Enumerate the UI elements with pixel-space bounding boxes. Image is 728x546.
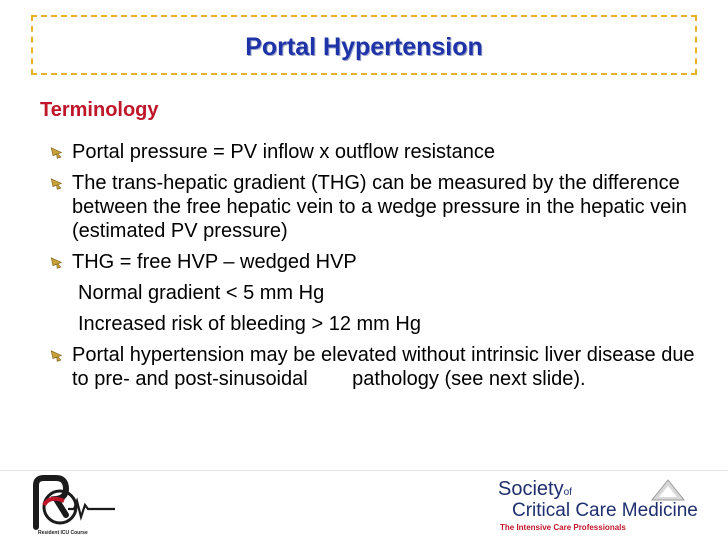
logo-caption: Resident ICU Course [38,530,88,536]
footer-divider [0,470,728,471]
bullet-item [50,250,700,274]
bullet-text: THG = free HVP – wedged HVP [72,251,357,273]
bullet-item [50,343,700,391]
sccm-tagline: The Intensive Care Professionals [500,523,626,532]
arrow-bullet-icon [50,176,64,190]
bullet-list [50,140,700,398]
resident-icu-logo-icon [30,475,120,530]
sccm-name-line2: Critical Care Medicine [512,500,698,521]
sccm-of: of [563,487,572,498]
sccm-triangle-icon [650,478,686,502]
section-heading: Terminology [40,99,159,121]
sccm-name-line1 [498,478,572,501]
slide-title: Portal Hypertension [245,33,483,61]
sub-item: Increased risk of bleeding > 12 mm Hg [78,313,421,335]
arrow-bullet-icon [50,145,64,159]
bullet-text: The trans-hepatic gradient (THG) can be measured by the difference between the free hepatic vein to a wedge pressure in the hepatic vein (estimated PV pressure) [72,172,687,242]
bullet-text: Portal hypertension may be elevated without intrinsic liver disease due to pre- and post-sinusoidal pathology (see next slide). [72,344,701,390]
bullet-item [50,140,700,164]
sub-item: Normal gradient < 5 mm Hg [78,282,325,304]
sccm-society: Society [498,478,564,500]
bullet-text: Portal pressure = PV inflow x outflow resistance [72,141,495,163]
arrow-bullet-icon [50,255,64,269]
arrow-bullet-icon [50,348,64,362]
sccm-logo [498,478,698,538]
bullet-item [50,171,700,243]
